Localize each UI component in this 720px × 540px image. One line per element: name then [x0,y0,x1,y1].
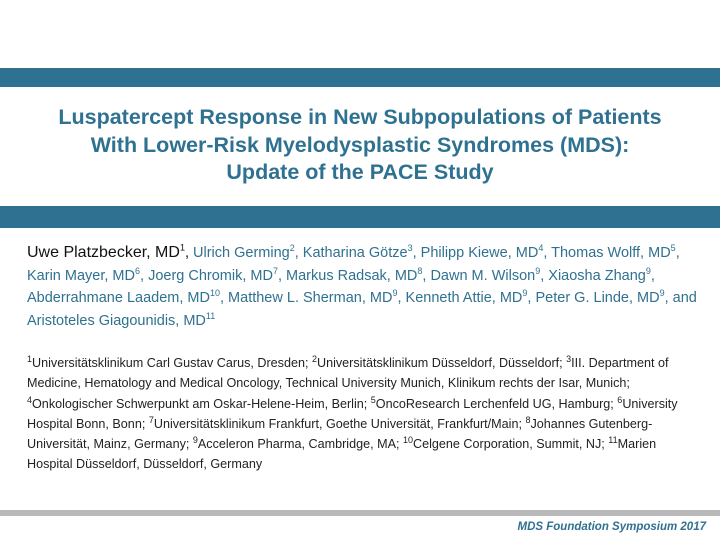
author [228,290,397,306]
author-name: Abderrahmane Laadem, MD [27,290,210,306]
affiliation-text: Universitätsklinikum Frankfurt, Goethe Universität, Frankfurt/Main; [153,416,526,431]
affiliation-text: Universitätsklinikum Carl Gustav Carus, Dresden; [32,356,312,370]
author [421,245,544,261]
affiliation-number: 2 [311,353,317,364]
author-affiliation-ref: 8 [417,265,423,276]
author-separator: , [277,267,287,284]
author-affiliation-ref: 10 [209,288,220,299]
author-name: Dawn M. Wilson [430,267,536,284]
affiliation-text: Johannes Gutenberg-Universität, Mainz, Germany; [27,416,653,452]
author [535,290,664,306]
author-name: Kenneth Attie, MD [405,290,523,306]
footer-text: MDS Foundation Symposium 2017 [517,521,706,533]
author-affiliation-ref: 3 [407,243,413,254]
author-affiliation-ref: 4 [538,243,544,254]
author [286,265,423,284]
affiliation-text: Universitätsklinikum Düsseldorf, Düsseldorf; [316,356,567,370]
author-affiliation-ref: 9 [392,288,398,299]
author-name: Thomas Wolff, MD [551,245,671,261]
author-separator: , [140,267,149,284]
author [303,245,413,261]
affiliation-number: 11 [608,435,618,445]
affiliation-text: III. Department of Medicine, Hematology and Medical Oncology, Technical University Munich, Klinikum rechts der Isar, Munich; [27,356,669,391]
author-separator: , [650,267,655,284]
author-affiliation-ref: 9 [659,288,665,299]
affiliation [27,394,371,411]
author-name: Aristoteles Giagounidis, MD [27,312,206,329]
author-name: Markus Radsak, MD [286,267,418,284]
author-name: Joerg Chromik, MD [148,267,273,284]
affiliation-number: 4 [27,394,33,405]
author [27,290,220,306]
footer-rule [0,510,720,516]
author-affiliation-ref: 9 [522,288,528,299]
affiliation-number: 5 [370,394,376,405]
affiliation-number: 7 [148,414,154,425]
author-affiliation-ref: 9 [645,265,651,276]
author-list [27,242,697,332]
author-separator: , [397,290,406,306]
affiliation [311,353,567,370]
slide-title [20,104,700,187]
author [430,265,541,284]
author-affiliation-ref: 11 [205,310,216,321]
author-separator: , [412,245,421,261]
affiliation-number: 9 [192,435,198,445]
lead-author [27,244,185,261]
author-separator: , [675,245,680,261]
affiliation-text: Celgene Corporation, Summit, NJ; [413,437,609,452]
affiliation [370,394,618,411]
author-affiliation-ref: 5 [670,243,676,254]
affiliation [193,437,403,451]
author-name: Katharina Götze [302,245,408,261]
title-line: With Lower-Risk Myelodysplastic Syndromes (MDS): [90,132,630,157]
author-separator: , [422,267,431,284]
affiliation-number: 10 [402,435,413,445]
author-name: Matthew L. Sherman, MD [228,290,393,306]
affiliation-text: OncoResearch Lerchenfeld UG, Hamburg; [375,396,618,411]
affiliation [403,437,608,451]
author-affiliation-ref: 2 [289,243,295,254]
author-name: Uwe Platzbecker, MD [27,244,180,261]
author-name: Ulrich Germing [193,245,290,261]
author [148,265,278,284]
affiliation-text: Onkologischer Schwerpunkt am Oskar-Helene-Heim, Berlin; [32,396,371,411]
author-name: Philipp Kiewe, MD [420,245,539,261]
author [551,245,676,261]
affiliation-text: Marien Hospital Düsseldorf, Düsseldorf, Germany [27,437,657,472]
affiliation-number: 3 [566,353,572,364]
author-name: Peter G. Linde, MD [535,290,660,306]
author [548,265,651,284]
affiliation [27,353,312,370]
author-separator: , [540,267,549,284]
author [27,265,140,284]
author-separator: , and [664,290,697,306]
author-affiliation-ref: 9 [535,265,541,276]
author-separator: , [184,245,194,261]
author-separator: , [527,290,536,306]
affiliation-number: 8 [525,414,531,425]
author-separator: , [219,290,229,306]
affiliation-number: 6 [617,394,623,405]
author-separator: , [294,245,303,261]
author-affiliation-ref: 6 [134,265,140,276]
affiliation [148,414,526,431]
author-name: Karin Mayer, MD [27,267,135,284]
divider-band [0,206,720,228]
author-separator: , [543,245,552,261]
author-name: Xiaosha Zhang [548,267,646,284]
author [406,290,528,306]
author-affiliation-ref: 7 [272,265,278,276]
affiliation-text: University Hospital Bonn, Bonn; [27,396,678,431]
affiliation-text: Acceleron Pharma, Cambridge, MA; [197,437,403,452]
affiliation-list [27,353,697,475]
author [27,310,216,329]
title-line: Luspatercept Response in New Subpopulations of Patients [58,105,662,129]
author [193,245,295,261]
header-band [0,68,720,87]
affiliation-number: 1 [27,353,33,364]
title-line: Update of the PACE Study [226,160,494,184]
author-affiliation-ref: 1 [179,242,185,253]
